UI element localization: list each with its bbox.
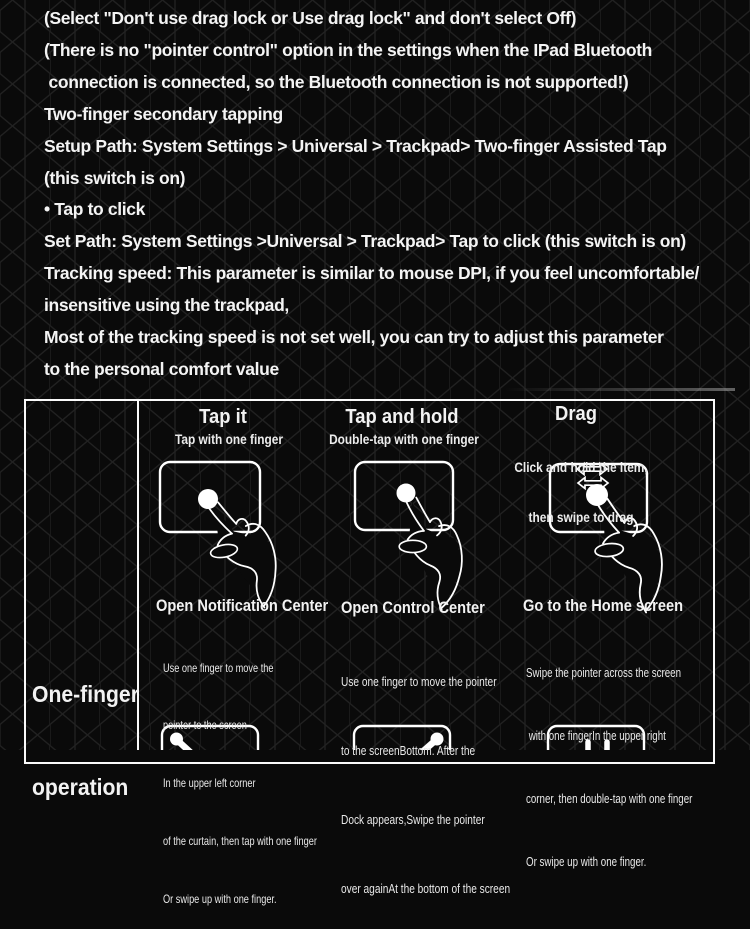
- gesture-body-go-to-home-screen: [526, 621, 692, 894]
- gesture-body-line: over againAt the bottom of the screen: [341, 881, 511, 896]
- intro-line: to the personal comfort value: [44, 358, 279, 379]
- gesture-caption-drag: [493, 427, 669, 543]
- gesture-body-line: of the curtain, then tap with one finger: [163, 834, 317, 849]
- gesture-body-line: Use one finger to move the pointer: [341, 674, 497, 689]
- row-label-line: operation: [32, 774, 129, 800]
- gesture-body-line: Use one finger to move the: [163, 660, 274, 675]
- gesture-body-line: Swipe the pointer across the screen: [526, 666, 682, 680]
- gesture-caption-tap-and-hold: Double-tap with one finger: [329, 432, 479, 447]
- gesture-body-line: Or swipe up with one finger.: [163, 892, 277, 907]
- pointing-hand-icon: [207, 499, 278, 610]
- gesture-title-tap: Tap it: [199, 406, 247, 428]
- gesture-body-line: Dock appears,Swipe the pointer: [341, 812, 485, 827]
- touch-point-icon: [198, 489, 218, 509]
- gesture-caption-tap: Tap with one finger: [174, 432, 284, 447]
- gesture-body-line: to the screenBottom. After the: [341, 743, 476, 758]
- intro-line: (this switch is on): [44, 167, 186, 188]
- row-label-line: One-finger: [32, 681, 139, 707]
- intro-line: (There is no "pointer control" option in the settings when the IPad Bluetooth: [44, 39, 652, 60]
- gesture-title-drag: Drag: [555, 403, 597, 425]
- tap-gesture-icon: [160, 462, 278, 610]
- intro-line: Tracking speed: This parameter is similar to mouse DPI, if you feel uncomfortable/: [44, 263, 699, 284]
- gesture-body-line: In the upper left corner: [163, 776, 256, 791]
- gesture-caption-line: then swipe to drag: [528, 509, 634, 525]
- gesture-body-line: Or swipe up with one finger.: [526, 855, 647, 869]
- gesture-title-open-control-center: Open Control Center: [341, 598, 485, 617]
- intro-line: insensitive using the trackpad,: [44, 295, 289, 316]
- gesture-body-open-notification-center: [163, 620, 317, 929]
- intro-line: connection is connected, so the Bluetooth connection is not supported!): [44, 71, 629, 92]
- pointing-hand-icon: [390, 496, 470, 611]
- gesture-body-open-control-center: [341, 624, 510, 923]
- intro-line: Most of the tracking speed is not set well, you can try to adjust this parameter: [44, 327, 664, 348]
- tap-and-hold-gesture-icon: [355, 462, 470, 611]
- intro-line: Set Path: System Settings >Universal > Trackpad> Tap to click (this switch is on): [44, 231, 686, 252]
- row-label-one-finger-operation: [32, 617, 139, 834]
- gesture-body-line: with one fingerIn the upper right: [526, 729, 666, 743]
- gesture-title-go-to-home-screen: Go to the Home screen: [523, 596, 684, 615]
- gesture-body-line: pointer to the screen: [163, 718, 247, 733]
- touch-point-icon: [397, 484, 416, 503]
- gesture-caption-line: Click and hold the item,: [514, 460, 648, 475]
- gesture-title-open-notification-center: Open Notification Center: [156, 596, 329, 615]
- intro-line: Setup Path: System Settings > Universal > Trackpad> Two-finger Assisted Tap: [44, 135, 667, 156]
- gesture-body-line: corner, then double-tap with one finger: [526, 792, 693, 806]
- gesture-title-tap-and-hold: Tap and hold: [345, 406, 459, 428]
- intro-line: • Tap to click: [44, 199, 146, 220]
- intro-line: (Select "Don't use drag lock or Use drag lock" and don't select Off): [44, 8, 577, 28]
- intro-line: Two-finger secondary tapping: [44, 103, 283, 124]
- intro-text: [44, 3, 699, 386]
